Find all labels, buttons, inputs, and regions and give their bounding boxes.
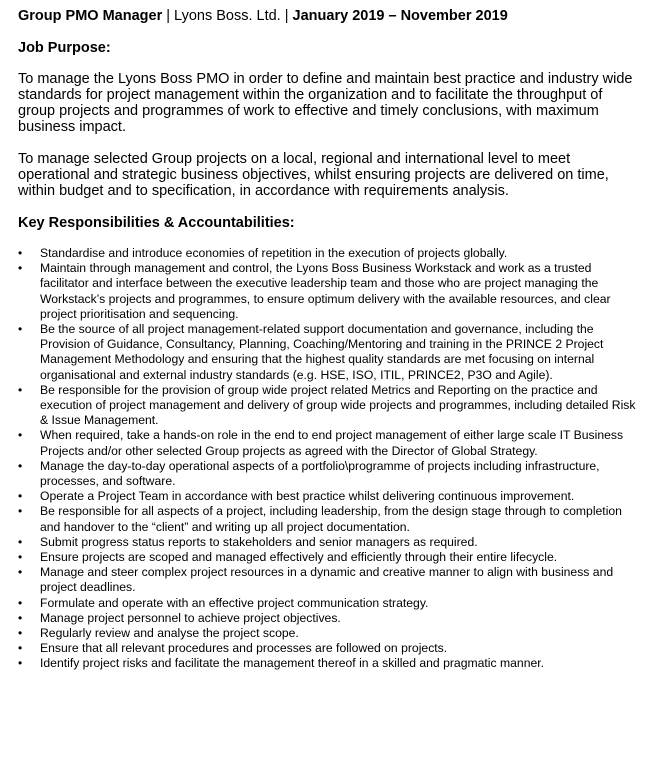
responsibilities-list: [18, 246, 642, 672]
list-item: [18, 641, 642, 656]
bullet-icon: •: [18, 610, 23, 625]
list-item: [18, 626, 642, 641]
job-purpose-paragraph-2: To manage selected Group projects on a local, regional and international level to meet operational and strategic business objectives, whilst ensuring projects are delivered on time, within budget and to specification, in accordance with requirements analysis.: [18, 151, 609, 199]
list-item-text: Ensure projects are scoped and managed effectively and efficiently through their entire lifecycle.: [40, 550, 558, 565]
list-item-text: Standardise and introduce economies of repetition in the execution of projects globally.: [40, 246, 508, 260]
list-item: [18, 535, 642, 550]
list-item: [18, 428, 642, 458]
employment-period: January 2019 – November 2019: [292, 8, 508, 24]
job-title-line: [18, 8, 642, 25]
bullet-icon: •: [18, 382, 23, 397]
list-item: [18, 565, 642, 595]
list-item: [18, 596, 642, 611]
bullet-icon: •: [18, 246, 23, 260]
company-name: Lyons Boss. Ltd.: [174, 8, 281, 24]
bullet-icon: •: [18, 595, 23, 610]
list-item-text: Manage and steer complex project resources in a dynamic and creative manner to align with business and project deadlines.: [40, 565, 614, 595]
responsibilities-heading: Key Responsibilities & Accountabilities:: [18, 215, 295, 231]
list-item: [18, 656, 642, 671]
bullet-icon: •: [18, 322, 23, 337]
list-item: [18, 246, 642, 261]
job-purpose-paragraph-1: To manage the Lyons Boss PMO in order to define and maintain best practice and industry wide standards for project management within the organization and to facilitate the throughput of group projects and programmes of work to effective and timely conclusions, with maximum business impact.: [18, 71, 633, 135]
list-item-text: Formulate and operate with an effective project communication strategy.: [40, 595, 429, 610]
list-item: [18, 489, 642, 504]
list-item-text: Be responsible for the provision of group wide project related Metrics and Reporting on the practice and execution of project management and delivery of group wide projects and programmes, including detailed Risk & Issue Management.: [40, 382, 636, 428]
list-item-text: Be responsible for all aspects of a project, including leadership, from the design stage through to completion and handover to the “client” and writing up all project documentation.: [40, 504, 622, 534]
title-separator-1: |: [162, 8, 175, 24]
list-item: [18, 322, 642, 383]
list-item-text: Submit progress status reports to stakeholders and senior managers as required.: [40, 534, 478, 549]
list-item: [18, 504, 642, 534]
bullet-icon: •: [18, 458, 23, 473]
title-separator-2: |: [280, 8, 293, 24]
job-purpose-heading: Job Purpose:: [18, 40, 111, 56]
list-item: [18, 550, 642, 565]
list-item-text: Ensure that all relevant procedures and processes are followed on projects.: [40, 641, 448, 656]
bullet-icon: •: [18, 489, 23, 504]
bullet-icon: •: [18, 504, 23, 519]
bullet-icon: •: [18, 428, 23, 443]
bullet-icon: •: [18, 534, 23, 549]
list-item-text: Identify project risks and facilitate the management thereof in a skilled and pragmatic manner.: [40, 656, 545, 671]
bullet-icon: •: [18, 261, 23, 276]
list-item: [18, 261, 642, 322]
list-item-text: Maintain through management and control, the Lyons Boss Business Workstack and work as a trusted facilitator and interface between the executive leadership team and those who are project managing the Workstack’s projects and programmes, to ensure optimum delivery with the available resources, and clear project prioritisation and sequencing.: [40, 261, 611, 321]
list-item: [18, 459, 642, 489]
list-item-text: Manage project personnel to achieve project objectives.: [40, 610, 341, 625]
bullet-icon: •: [18, 565, 23, 580]
list-item: [18, 611, 642, 626]
list-item-text: When required, take a hands-on role in the end to end project management of either large scale IT Business Projects and/or other selected Group projects as agreed with the Director of Global Strategy.: [40, 428, 624, 458]
list-item-text: Operate a Project Team in accordance with best practice whilst delivering continuous improvement.: [40, 489, 575, 504]
bullet-icon: •: [18, 641, 23, 656]
list-item-text: Manage the day-to-day operational aspects of a portfolio\programme of projects including infrastructure, processes, and software.: [40, 458, 600, 489]
bullet-icon: •: [18, 626, 23, 641]
list-item-text: Be the source of all project management-related support documentation and governance, including the Provision of Guidance, Consultancy, Planning, Coaching/Mentoring and training in the PRINCE 2 Project Management Methodology and ensuring that the highest quality standards are met focusing on internal organisational and external industry standards (e.g. HSE, ISO, ITIL, PRINCE2, P3O and Agile).: [40, 322, 604, 382]
bullet-icon: •: [18, 656, 23, 671]
job-role: Group PMO Manager: [18, 8, 163, 24]
list-item: [18, 383, 642, 429]
bullet-icon: •: [18, 550, 23, 565]
list-item-text: Regularly review and analyse the project scope.: [40, 626, 299, 641]
